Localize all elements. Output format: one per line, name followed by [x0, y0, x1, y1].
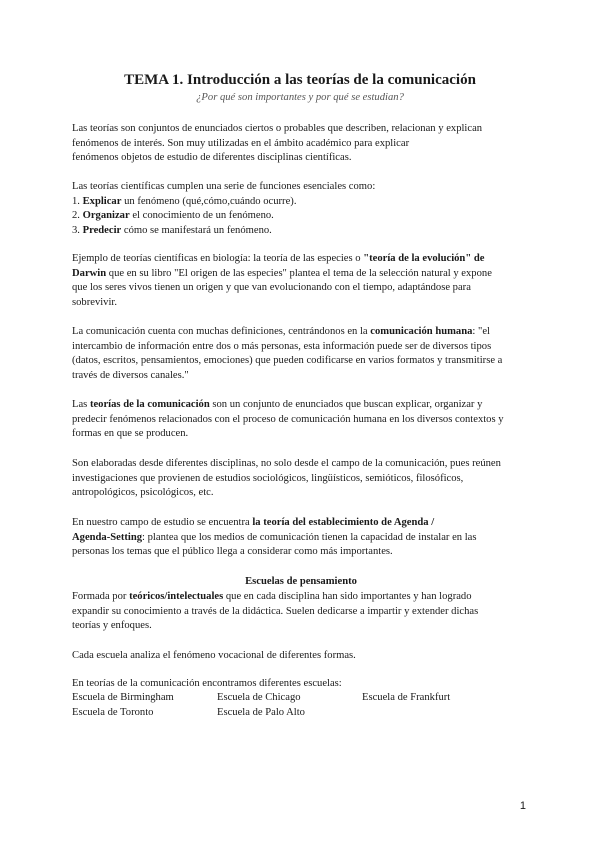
paragraph-theories: Las teorías de la comunicación son un conjunto de enunciados que buscan explicar, organizar y predecir fenómenos relacionados con el proceso de comunicación humana en los diversos contextos y formas en que se producen.: [72, 399, 504, 440]
paragraph-communication: La comunicación cuenta con muchas definiciones, centrándonos en la comunicación humana: "el intercambio de información entre dos o más personas, esta información puede ser de diversos tipos (datos, escritos, pensamientos, emociones) que pueden codificarse en varios formatos y transmitirse a través de diversos canales.": [72, 326, 503, 381]
paragraph-schools: Formada por teóricos/intelectuales que en cada disciplina han sido importantes y han logrado expandir su conocimiento a través de la didáctica. Suelen dedicarse a impartir y extender dichas teorías y enfoques.: [72, 591, 479, 632]
page-title: TEMA 1. Introducción a las teorías de la comunicación: [124, 72, 476, 88]
school-toronto: Escuela de Toronto: [72, 707, 154, 718]
school-frankfurt: Escuela de Frankfurt: [362, 692, 451, 703]
paragraph-disciplines: Son elaboradas desde diferentes disciplinas, no solo desde el campo de la comunicación, pues reúnen investigaciones que provienen de estudios sociológicos, lingüísticos, semióticos, filosóficos, antropológicos, psicológicos, etc.: [72, 458, 501, 499]
school-palo-alto: Escuela de Palo Alto: [217, 707, 305, 718]
section-heading: Escuelas de pensamiento: [245, 576, 357, 587]
list-item: 1. Explicar un fenómeno (qué,cómo,cuándo ocurre).: [72, 195, 297, 207]
page-number: 1: [519, 800, 526, 812]
list-item: 2. Organizar el conocimiento de un fenómeno.: [72, 210, 274, 222]
paragraph-analysis: Cada escuela analiza el fenómeno vocacional de diferentes formas.: [72, 650, 356, 661]
paragraph-example: Ejemplo de teorías científicas en biología: la teoría de las especies o "teoría de la evolución" de Darwin que en su libro "El origen de las especies" plantea el tema de la selección natural y expone que los seres vivos tienen un origen y que van evolucionando con el tiempo, adaptándose para sobrevivir.: [72, 253, 492, 308]
list-item: 3. Predecir cómo se manifestará un fenómeno.: [72, 224, 272, 236]
page-subtitle: ¿Por qué son importantes y por qué se estudian?: [196, 92, 404, 103]
paragraph-agenda: En nuestro campo de estudio se encuentra la teoría del establecimiento de Agenda / Agenda-Setting: plantea que los medios de comunicación tienen la capacidad de instalar en las personas los temas que el público llega a considerar como más importantes.: [72, 517, 477, 558]
school-birmingham: Escuela de Birmingham: [72, 692, 174, 703]
paragraph-functions: Las teorías científicas cumplen una serie de funciones esenciales como: 1. Explicar un fenómeno (qué,cómo,cuándo ocurre). 2. Organizar el conocimiento de un fenómeno. 3. Predecir cómo se manifestará un fenómeno.: [72, 180, 530, 238]
schools-list: [72, 691, 530, 721]
paragraph-schools-intro: En teorías de la comunicación encontramos diferentes escuelas:: [72, 678, 342, 689]
school-chicago: Escuela de Chicago: [217, 692, 301, 703]
paragraph-definition: Las teorías son conjuntos de enunciados ciertos o probables que describen, relacionan y explican fenómenos de interés. Son muy utilizadas en el ámbito académico para explicar fenómenos objetos de estudio de diferentes disciplinas científicas.: [72, 123, 483, 164]
